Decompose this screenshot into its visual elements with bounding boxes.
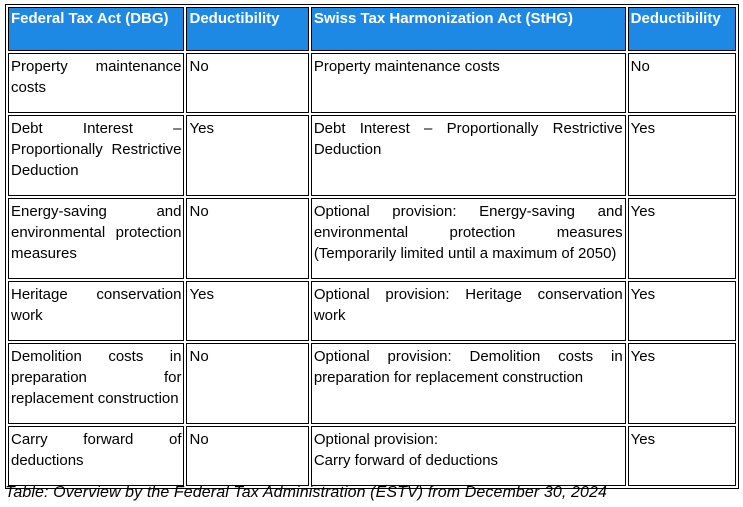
- table-row: [8, 115, 736, 196]
- dbg-deductibility-cell: No: [186, 426, 308, 486]
- sthg-deductibility-cell: Yes: [628, 426, 736, 486]
- dbg-item-cell: Demolition costs in preparation for replacement construction: [8, 343, 184, 424]
- sthg-item-cell: Optional provision: Heritage conservation work: [311, 281, 626, 341]
- table-header-row: [8, 7, 736, 51]
- table-caption: Table: Overview by the Federal Tax Administration (ESTV) from December 30, 2024: [5, 484, 607, 501]
- table-row: [8, 426, 736, 486]
- sthg-item-cell: Debt Interest – Proportionally Restrictive Deduction: [311, 115, 626, 196]
- deductibility-comparison-table: [5, 4, 739, 489]
- dbg-item-cell: Debt Interest – Proportionally Restrictive Deduction: [8, 115, 184, 196]
- sthg-deductibility-cell: Yes: [628, 198, 736, 279]
- dbg-item-cell: Energy-saving and environmental protection measures: [8, 198, 184, 279]
- dbg-item-cell: Heritage conservation work: [8, 281, 184, 341]
- table-row: [8, 198, 736, 279]
- dbg-item-cell: Property maintenance costs: [8, 53, 184, 113]
- sthg-item-cell: Optional provision: Energy-saving and environmental protection measures (Temporarily limited until a maximum of 2050): [311, 198, 626, 279]
- header-dbg-deductibility: Deductibility: [186, 7, 308, 51]
- sthg-item-line: Carry forward of deductions: [313, 452, 499, 469]
- header-swiss-tax-harmonization-act: Swiss Tax Harmonization Act (StHG): [311, 7, 626, 51]
- header-sthg-deductibility: Deductibility: [628, 7, 736, 51]
- header-federal-tax-act: Federal Tax Act (DBG): [8, 7, 184, 51]
- deductibility-table-container: [5, 4, 739, 489]
- dbg-deductibility-cell: Yes: [186, 281, 308, 341]
- sthg-deductibility-cell: Yes: [628, 115, 736, 196]
- sthg-item-line: Optional provision:: [313, 431, 439, 448]
- sthg-deductibility-cell: Yes: [628, 343, 736, 424]
- table-row: [8, 343, 736, 424]
- dbg-deductibility-cell: No: [186, 198, 308, 279]
- sthg-deductibility-cell: Yes: [628, 281, 736, 341]
- dbg-deductibility-cell: No: [186, 343, 308, 424]
- sthg-deductibility-cell: No: [628, 53, 736, 113]
- sthg-item-cell: [311, 426, 626, 486]
- dbg-deductibility-cell: No: [186, 53, 308, 113]
- table-row: [8, 53, 736, 113]
- sthg-item-cell: Property maintenance costs: [311, 53, 626, 113]
- dbg-item-cell: Carry forward of deductions: [8, 426, 184, 486]
- table-row: [8, 281, 736, 341]
- dbg-deductibility-cell: Yes: [186, 115, 308, 196]
- sthg-item-cell: Optional provision: Demolition costs in preparation for replacement construction: [311, 343, 626, 424]
